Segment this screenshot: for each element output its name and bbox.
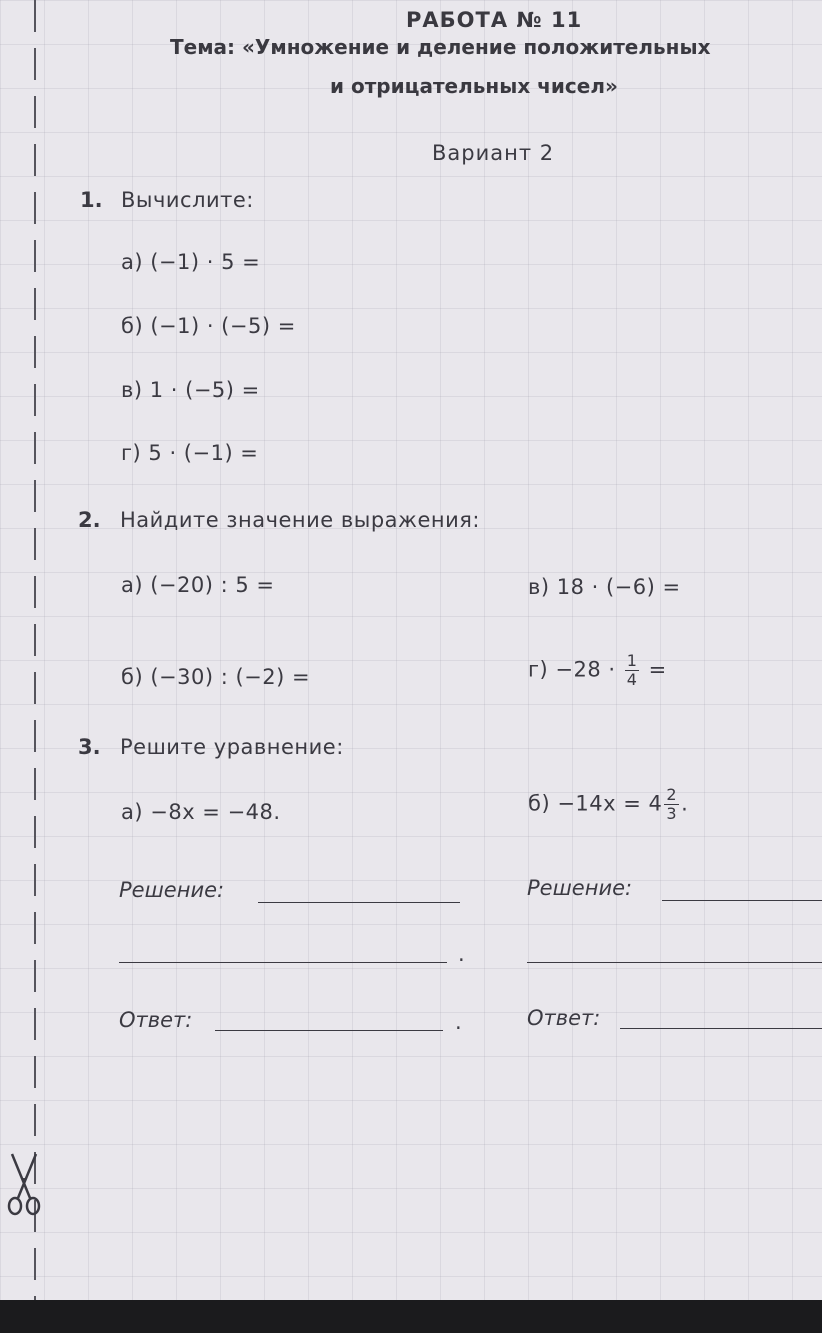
fraction-two-thirds	[664, 786, 679, 823]
task3-number: 3.	[78, 735, 101, 759]
task2-item-g-suffix: =	[648, 657, 667, 682]
answer-label-right: Ответ:	[527, 1006, 601, 1030]
solution-dot-left: .	[458, 942, 465, 966]
task2-text: Найдите значение выражения:	[120, 508, 480, 532]
solution-label-right: Решение:	[527, 876, 633, 900]
answer-label-left: Ответ:	[119, 1008, 193, 1032]
task3-item-b-prefix: б) −14x = 4	[528, 791, 663, 816]
task2-item-b: б) (−30) : (−2) =	[121, 665, 311, 689]
answer-line-left[interactable]	[215, 1030, 443, 1031]
task2-item-v: в) 18 · (−6) =	[528, 575, 681, 599]
task2-item-g-prefix: г) −28 ·	[528, 657, 616, 682]
task1-item-g: г) 5 · (−1) =	[121, 441, 259, 465]
task2-number: 2.	[78, 508, 101, 532]
fraction-numerator: 2	[666, 785, 678, 804]
task2-item-g	[528, 652, 667, 689]
fraction-one-quarter	[625, 652, 640, 689]
task1-number: 1.	[80, 188, 103, 212]
task1-text: Вычислите:	[121, 188, 254, 212]
task1-item-a: а) (−1) · 5 =	[121, 250, 261, 274]
task3-item-a: а) −8x = −48.	[121, 800, 281, 824]
fraction-denominator: 4	[626, 670, 638, 689]
solution-line-left-2[interactable]	[119, 962, 447, 963]
scissors-icon	[4, 1150, 44, 1220]
topic-line-1: Тема: «Умножение и деление положительных	[170, 35, 711, 59]
answer-dot-left: .	[455, 1010, 462, 1034]
topic-line-2: и отрицательных чисел»	[330, 74, 618, 98]
fraction-numerator: 1	[626, 651, 638, 670]
solution-label-left: Решение:	[119, 878, 225, 902]
task1-item-b: б) (−1) · (−5) =	[121, 314, 296, 338]
solution-line-right-2[interactable]	[527, 962, 822, 963]
task3-item-b	[528, 786, 688, 823]
answer-line-right[interactable]	[620, 1028, 822, 1029]
task2-item-a: а) (−20) : 5 =	[121, 573, 275, 597]
task3-text: Решите уравнение:	[120, 735, 344, 759]
variant-label: Вариант 2	[432, 141, 555, 165]
solution-line-right-1[interactable]	[662, 900, 822, 901]
task3-item-b-suffix: .	[681, 791, 689, 816]
fraction-denominator: 3	[666, 804, 678, 823]
task1-item-v: в) 1 · (−5) =	[121, 378, 260, 402]
cut-line	[34, 0, 36, 1300]
solution-line-left-1[interactable]	[258, 902, 460, 903]
page-title: РАБОТА № 11	[406, 8, 583, 32]
